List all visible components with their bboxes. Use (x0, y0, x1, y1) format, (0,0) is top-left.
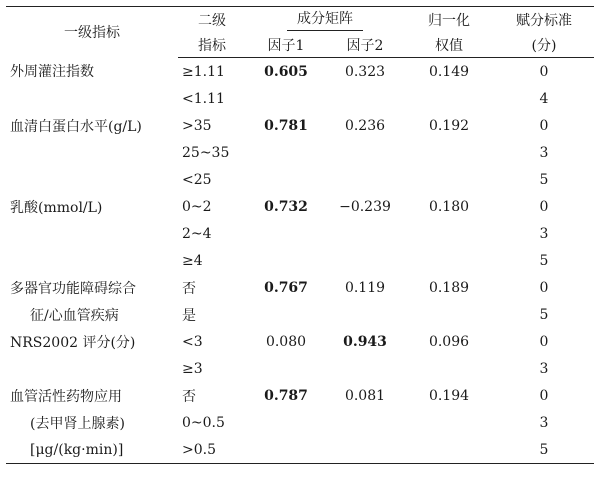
table-row (6, 409, 594, 436)
secondary-indicator: 否 (182, 388, 196, 405)
factor2-value (326, 436, 404, 464)
secondary-indicator: >0.5 (178, 436, 246, 464)
factor1-value (246, 139, 326, 166)
factor1-value (246, 409, 326, 436)
primary-indicator (6, 139, 178, 166)
factor1-value: 0.787 (264, 387, 308, 404)
header-factor1: 因子1 (246, 32, 326, 58)
normalized-weight: 0.194 (428, 387, 470, 404)
secondary-indicator: >35 (182, 117, 212, 134)
table-row (6, 301, 594, 328)
normalized-weight (404, 355, 494, 382)
normalized-weight: 0.189 (428, 279, 470, 296)
score: 3 (539, 414, 549, 431)
normalized-weight (404, 301, 494, 328)
score: 0 (539, 117, 549, 134)
normalized-weight: 0.180 (428, 198, 470, 215)
table-row (6, 139, 594, 166)
factor1-value (246, 355, 326, 382)
table-row (6, 436, 594, 464)
score: 0 (539, 279, 549, 296)
factor1-value: 0.781 (264, 117, 308, 134)
normalized-weight: 0.149 (428, 63, 470, 80)
secondary-indicator: 25~35 (182, 144, 230, 161)
table-row (6, 166, 594, 193)
primary-indicator: 血清白蛋白水平(g/L) (10, 118, 142, 135)
factor2-value (326, 85, 404, 112)
indicator-table (6, 6, 594, 464)
secondary-indicator: <1.11 (182, 90, 225, 107)
table-row (6, 85, 594, 112)
factor2-value (326, 166, 404, 193)
header-component-matrix: 成分矩阵 (246, 7, 404, 33)
normalized-weight (404, 85, 494, 112)
factor2-value: −0.239 (339, 198, 391, 215)
score: 5 (539, 306, 549, 323)
factor1-value: 0.080 (265, 333, 307, 350)
factor2-value (326, 355, 404, 382)
normalized-weight (404, 436, 494, 464)
primary-indicator (6, 166, 178, 193)
header-secondary-line2: 指标 (178, 32, 246, 58)
factor2-value (326, 220, 404, 247)
normalized-weight (404, 220, 494, 247)
score: 0 (539, 63, 549, 80)
header-normalized-line1: 归一化 (404, 7, 494, 33)
factor1-value (246, 301, 326, 328)
secondary-indicator: ≥4 (182, 252, 203, 269)
primary-indicator (6, 247, 178, 274)
table-row (6, 112, 594, 139)
factor2-value: 0.236 (344, 117, 386, 134)
normalized-weight (404, 139, 494, 166)
table-row (6, 274, 594, 301)
factor1-value (246, 220, 326, 247)
primary-indicator (6, 220, 178, 247)
factor2-value: 0.119 (344, 279, 386, 296)
secondary-indicator: 0~2 (182, 198, 212, 215)
normalized-weight (404, 409, 494, 436)
normalized-weight (404, 247, 494, 274)
secondary-indicator: <3 (182, 333, 203, 350)
primary-indicator: 征/心血管疾病 (30, 307, 119, 324)
primary-indicator: NRS2002 评分(分) (10, 334, 136, 351)
primary-indicator (6, 355, 178, 382)
primary-indicator: 多器官功能障碍综合 (10, 280, 136, 297)
header-score-line1: 赋分标准 (494, 7, 594, 33)
primary-indicator: (去甲肾上腺素) (30, 415, 125, 432)
score: 0 (539, 387, 549, 404)
factor1-value (246, 166, 326, 193)
table-row (6, 328, 594, 355)
secondary-indicator: 2~4 (182, 225, 212, 242)
primary-indicator: [μg/(kg·min)] (6, 436, 178, 464)
table-row (6, 382, 594, 409)
table-row (6, 193, 594, 220)
normalized-weight: 0.192 (428, 117, 470, 134)
table-body (6, 58, 594, 464)
secondary-indicator: ≥1.11 (182, 63, 225, 80)
normalized-weight: 0.096 (428, 333, 470, 350)
primary-indicator (6, 85, 178, 112)
header-score-line2: (分) (494, 32, 594, 58)
table-row (6, 58, 594, 86)
score: 3 (539, 225, 549, 242)
score: 5 (494, 436, 594, 464)
factor2-value: 0.081 (344, 387, 386, 404)
primary-indicator: 血管活性药物应用 (10, 388, 122, 405)
score: 0 (539, 198, 549, 215)
secondary-indicator: ≥3 (182, 360, 203, 377)
header-secondary-line1: 二级 (178, 7, 246, 33)
factor1-value: 0.732 (264, 198, 308, 215)
score: 0 (539, 333, 549, 350)
score: 4 (539, 90, 549, 107)
factor2-value: 0.943 (343, 333, 387, 350)
factor2-value (326, 301, 404, 328)
secondary-indicator: 0~0.5 (182, 414, 225, 431)
factor2-value (326, 247, 404, 274)
header-factor2: 因子2 (326, 32, 404, 58)
factor1-value: 0.605 (264, 63, 308, 80)
primary-indicator: 乳酸(mmol/L) (10, 199, 103, 216)
factor2-value: 0.323 (344, 63, 386, 80)
factor1-value (246, 85, 326, 112)
score: 3 (539, 144, 549, 161)
table-header (6, 7, 594, 58)
normalized-weight (404, 166, 494, 193)
factor1-value (246, 436, 326, 464)
primary-indicator: 外周灌注指数 (10, 64, 94, 81)
factor2-value (326, 409, 404, 436)
header-primary-indicator: 一级指标 (6, 7, 178, 58)
factor1-value (246, 247, 326, 274)
secondary-indicator: 是 (182, 307, 196, 324)
table-row (6, 247, 594, 274)
score: 5 (539, 252, 549, 269)
factor2-value (326, 139, 404, 166)
header-normalized-line2: 权值 (404, 32, 494, 58)
table-row (6, 355, 594, 382)
score: 3 (539, 360, 549, 377)
secondary-indicator: 否 (182, 280, 196, 297)
secondary-indicator: <25 (182, 171, 212, 188)
table-row (6, 220, 594, 247)
factor1-value: 0.767 (264, 279, 308, 296)
score: 5 (539, 171, 549, 188)
